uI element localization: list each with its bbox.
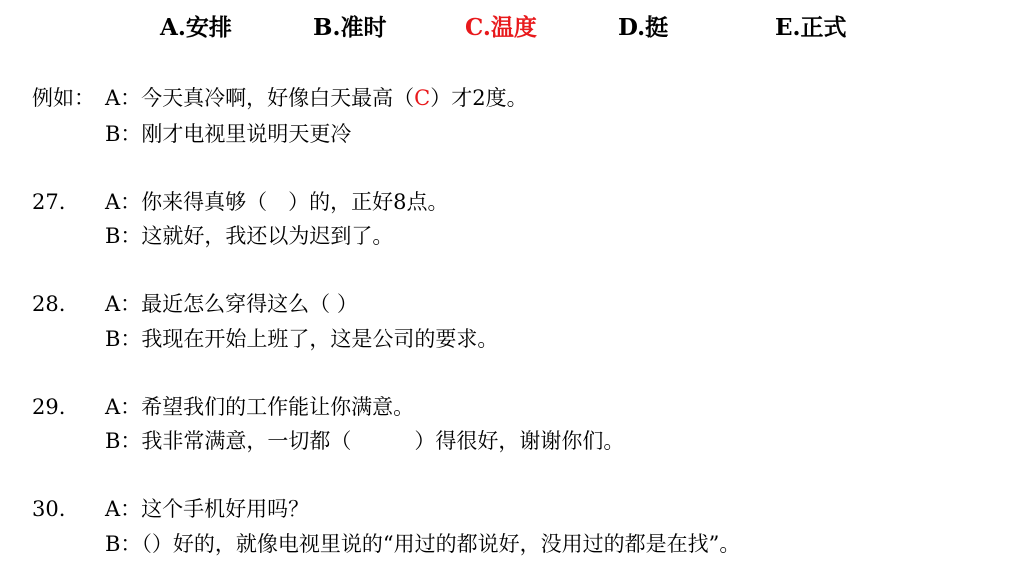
question-27-line-a — [0, 184, 1024, 220]
question-number: 28. — [32, 292, 66, 316]
question-b-text: B：我非常满意，一切都（ ）得很好，谢谢你们。 — [105, 429, 625, 453]
option-a-word: 安排 — [185, 14, 232, 41]
option-a — [160, 10, 232, 46]
example-b-text: B：刚才电视里说明天更冷 — [105, 122, 352, 146]
option-b-word: 准时 — [340, 14, 387, 41]
question-29-line-b — [0, 423, 1024, 459]
example-a-text — [105, 80, 528, 116]
question-28-line-a — [0, 286, 1024, 322]
option-c — [465, 10, 537, 46]
example-label: 例如： — [32, 86, 95, 110]
option-b-letter: B. — [313, 14, 341, 41]
option-d — [618, 10, 668, 46]
question-30-line-b — [0, 526, 1024, 562]
example-line-b — [0, 116, 1024, 152]
question-b-text: B：这就好，我还以为迟到了。 — [105, 224, 394, 248]
option-b — [313, 10, 386, 46]
question-a-text: A：你来得真够（ ）的，正好8点。 — [105, 190, 449, 214]
option-e — [775, 10, 847, 46]
example-line-a — [0, 80, 1024, 116]
question-number: 27. — [32, 190, 66, 214]
example-answer: C — [414, 86, 431, 110]
option-c-letter: C. — [465, 14, 491, 41]
option-a-letter: A. — [160, 14, 186, 41]
question-30-line-a — [0, 491, 1024, 527]
question-b-text: B：我现在开始上班了，这是公司的要求。 — [105, 327, 499, 351]
option-d-word: 挺 — [645, 14, 669, 41]
question-29-line-a — [0, 389, 1024, 425]
question-a-text: A：希望我们的工作能让你满意。 — [105, 395, 415, 419]
word-options — [0, 10, 1024, 46]
example-a-suffix: ）才2度。 — [430, 86, 528, 110]
option-d-letter: D. — [618, 14, 646, 41]
question-number: 30. — [32, 497, 66, 521]
question-27-line-b — [0, 218, 1024, 254]
option-e-word: 正式 — [800, 14, 847, 41]
example-a-prefix: A：今天真冷啊，好像白天最高（ — [105, 86, 415, 110]
option-e-letter: E. — [775, 14, 801, 41]
question-a-text: A：这个手机好用吗？ — [105, 497, 310, 521]
option-c-word: 温度 — [490, 14, 537, 41]
question-a-text: A：最近怎么穿得这么（ ） — [105, 292, 358, 316]
question-28-line-b — [0, 321, 1024, 357]
question-number: 29. — [32, 395, 66, 419]
question-b-text: B：（）好的，就像电视里说的“用过的都说好，没用过的都是在找”。 — [105, 532, 741, 556]
